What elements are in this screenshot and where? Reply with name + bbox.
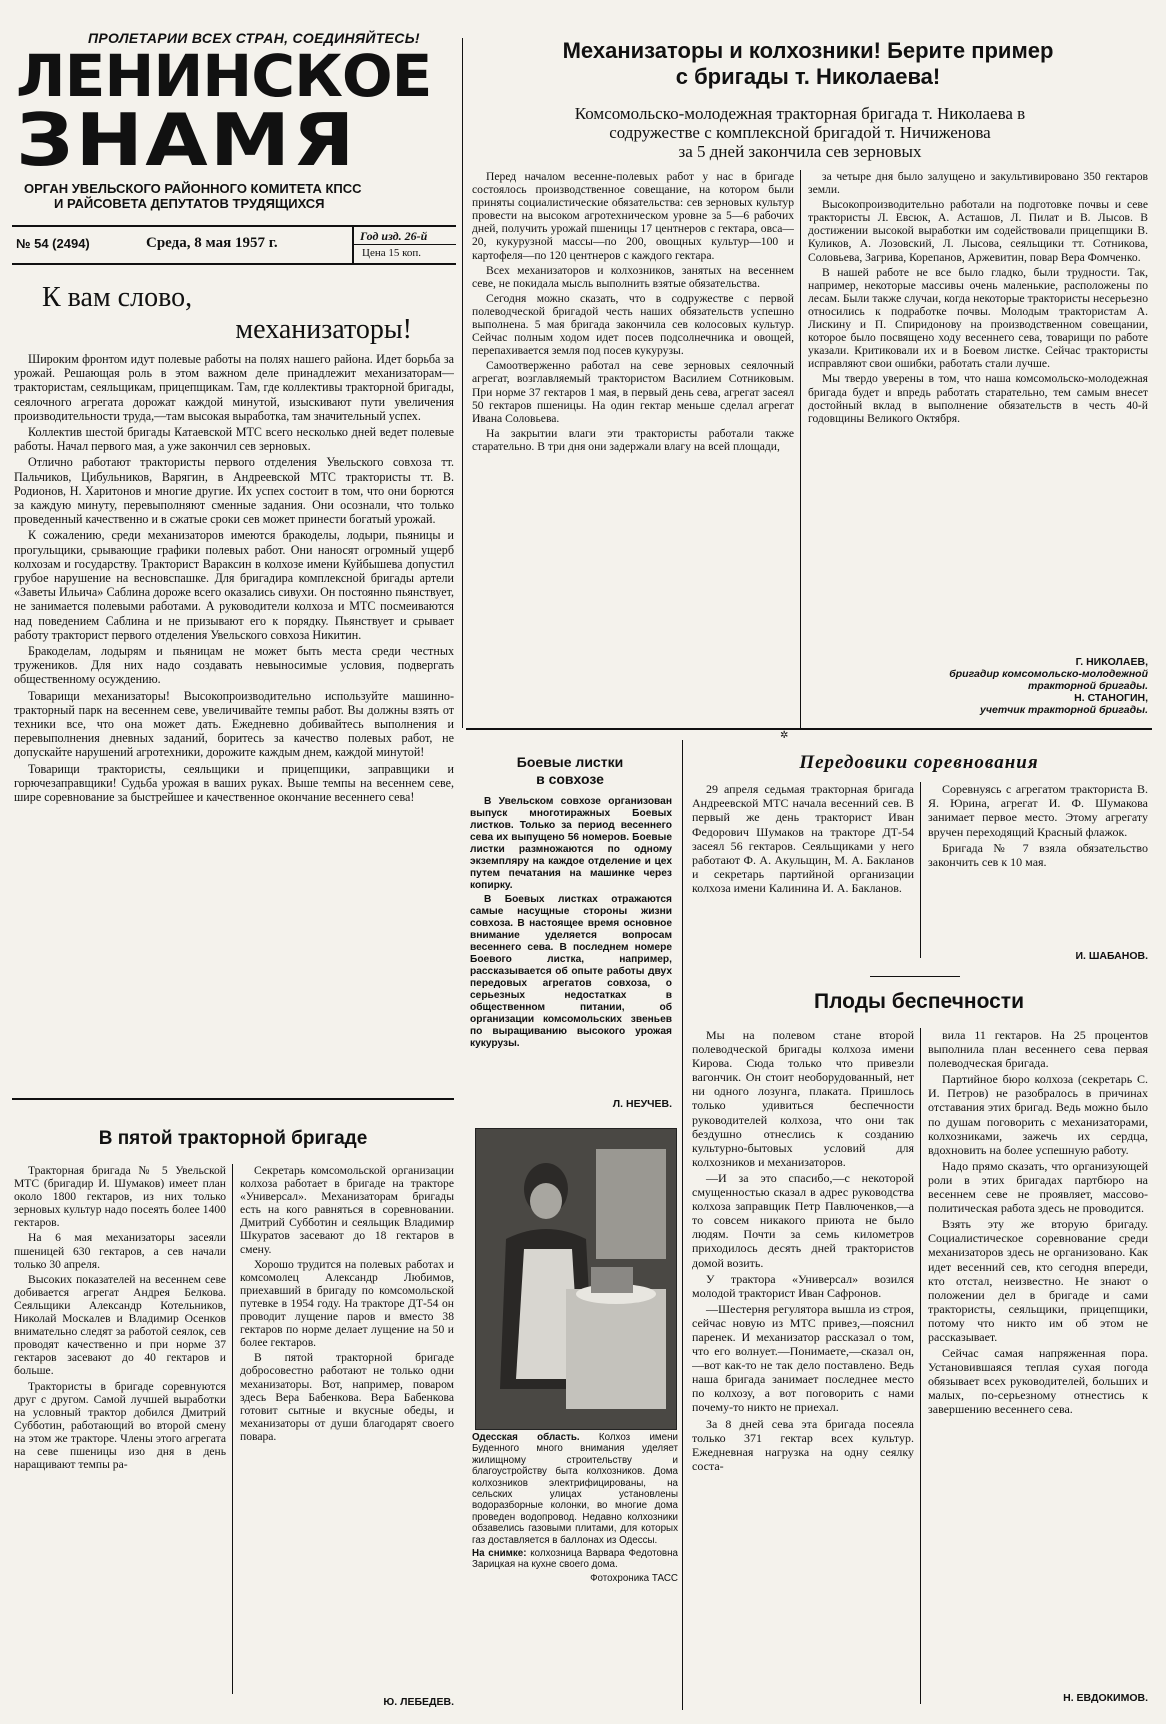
editorial-title-line1: К вам слово, [42,282,193,313]
lead-paragraph: В нашей работе не все было гладко, были трудности. Так, например, некоторые массивы очень маленькие, расположены по лесам. Были также случаи, когда некоторые трактористы несерьезно относились к подработке почвы. Молодым трактористам А. Лискину и П. Спиридонову на производственном совещании, которое было посвящено ходу весеннего сева, товарищи по работе указали. Критиковали их и в Боевом листке. Сейчас трактористы исправляют свои ошибки, работать стали лучше. [808,265,1148,371]
fifth-brigade-col2 [240,1164,454,1704]
kitchen-photo-illustration [476,1129,676,1429]
carelessness-paragraph: За 8 дней сева эта бригада посеяла только 371 гектар всех культур. Ежедневная нагрузка на одну сеялку соста- [692,1416,914,1473]
lead-paragraph: Сегодня можно сказать, что в содружестве с первой полеводческой бригадой честь наших обязательств успешно выполнена. 5 мая бригада закончила сев колосовых культур. Сейчас полным ходом идет посев подсолнечника и овощей, перепахивается земля под посев кукурузы. [472,291,794,358]
battle-leaflets-title-line2: в совхозе [536,771,604,787]
fifth-brigade-paragraph: Тракторная бригада № 5 Увельской МТС (бригадир И. Шумаков) имеет план около 1800 гектаров, из них только зерновых культур надо посеять более 1400 гектаров. [14,1164,226,1230]
editorial-paragraph: Широким фронтом идут полевые работы на полях нашего района. Идет борьба за урожай. Решающая роль в этом важном деле принадлежит механизаторам—трактористам, сеяльщикам, прицепщикам. Там, где коллективы тракторной бригады, сеялочного агрегата дорожат каждой минутой, изыскивают пути увеличения производительности труда,—там высокая выработка, там значительный успех. [14,352,454,423]
leaders-paragraph: Соревнуясь с агрегатом тракториста В. Я. Юрина, агрегат И. Ф. Шумакова занимает первое место. Этому агрегату вручен переходящий Красный флажок. [928,782,1148,839]
organ-line2: И РАЙСОВЕТА ДЕПУТАТОВ ТРУДЯЩИХСЯ [54,196,325,211]
editorial-body [14,352,454,1092]
battle-leaflets-signature: Л. НЕУЧЕВ. [612,1098,672,1110]
carelessness-col1 [692,1028,914,1708]
photo-caption-lead: Одесская область. [472,1432,580,1443]
lead-paragraph: за четыре дня было залущено и закультивировано 350 гектаров земли. [808,170,1148,197]
battle-leaflets-paragraph: В Боевых листках отражаются самые насущные стороны жизни совхоза. В настоящее время основное внимание уделяется вопросам весеннего сева. В последнем номере Боевого листка, например, рассказывается об опыте работы двух передовых агрегатов совхоза, о серьезных недостатках в общественном питании, об организации комсомольских звеньев по выращиванию высокого урожая кукурузы. [470,894,672,1049]
section-divider [12,1098,454,1100]
lead-signature-name: Г. НИКОЛАЕВ, [1075,656,1148,668]
leaders-title: Передовики соревнования [799,752,1039,773]
leaders-paragraph: Бригада № 7 взяла обязательство закончить сев к 10 мая. [928,840,1148,870]
carelessness-paragraph: —Шестерня регулятора вышла из строя, сейчас новую из МТС привез,—пояснил паренек. И механизатор рассказал о том, что его волнует.—Понимаете,—сказал он,—вот как-то не так дело поставлено. Ведь наша бригада занимает последнее место по колхозу, а вот поговорить с нами почему-то никто не приехал. [692,1301,914,1415]
star-ornament: ✲ [780,730,789,741]
lead-paragraph: На закрытии влаги эти трактористы работали также старательно. В три дня они задержали влагу на всей площади, [472,426,794,453]
column-divider [232,1164,233,1694]
carelessness-col2 [928,1028,1148,1690]
issue-bar [12,225,456,265]
editorial-paragraph: Коллектив шестой бригады Катаевской МТС всего несколько дней ведет полевые работы. Начал первого мая, а уже закончил сев зерновых. [14,425,454,454]
carelessness-paragraph: вила 11 гектаров. На 25 процентов выполнила план весеннего сева первая полеводческая бригада. [928,1028,1148,1071]
lead-paragraph: Перед началом весенне-полевых работ у нас в бригаде состоялось производственное совещание, на котором были приняты социалистические обязательства: сев зерновых культур провести на высоком агротехническом уровне за 5—6 рабочих дней, получить урожай пшеницы 17 центнеров с гектара, овса—20, кукурузной массы—по 200, овощных культур—100 и картофеля—по 120 центнеров с каждого гектара. [472,170,794,262]
photo-caption [472,1432,678,1692]
carelessness-paragraph: —И за это спасибо,—с некоторой смущенностью сказал в адрес руководства колхоза заправщик Петр Павлюченков,—а то совсем никакого приюта не было людям. Почти за семь километров приходилось десять дней трактористов домой возить. [692,1170,914,1270]
lead-subhead [490,104,1110,161]
carelessness-title: Плоды беспечности [814,990,1024,1013]
fifth-brigade-paragraph: Секретарь комсомольской организации колхоза работает в бригаде на тракторе «Универсал». Механизаторам бригады есть на кого равняться в соревновании. Дмитрий Субботин и сеяльщик Владимир Шкуратов засевают до 18 гектаров в смену. [240,1164,454,1256]
leaders-paragraph: 29 апреля седьмая тракторная бригада Андреевской МТС начала весенний сев. В первый же день тракторист Иван Федорович Шумаков на тракторе ДТ-54 засеял 56 гектаров. Сеяльщиками у него работают Ф. А. Акульщин, М. А. Бакланов и секретарь партийной организации колхоза имени Калинина И. А. Бакланов. [692,782,914,896]
lead-signature-name: Н. СТАНОГИН, [1074,692,1148,704]
leaders-col2 [928,782,1148,952]
photo-on-label: На снимке: [472,1548,527,1560]
fifth-brigade-col1 [14,1164,226,1704]
lead-headline-line2: с бригады т. Николаева! [675,64,941,89]
section-divider [870,976,960,977]
slogan: ПРОЛЕТАРИИ ВСЕХ СТРАН, СОЕДИНЯЙТЕСЬ! [88,30,420,46]
lead-headline-line1: Механизаторы и колхозники! Берите пример [562,38,1054,63]
editorial-paragraph: Товарищи трактористы, сеяльщики и прицепщики, заправщики и горючезаправщики! Судьба урожая в ваших руках. Выше темпы на весеннем севе, шире соревнование за быстрейшее и качественное окончание весеннего сева! [14,761,454,805]
lead-subhead-line3: за 5 дней закончила сев зерновых [678,142,922,161]
carelessness-paragraph: Взять эту же вторую бригаду. Социалистическое соревнование среди механизаторов здесь не организовано. Как идет весенний сев, кто сегодня впереди, кто отстал, неизвестно. Не знают о положении дел в бригаде и сами трактористы, сеяльщики, прицепщики, потому что никто им об этом не рассказывает. [928,1217,1148,1344]
fifth-brigade-paragraph: На 6 мая механизаторы засеяли пшеницей 630 гектаров, а сев начали только 30 апреля. [14,1231,226,1271]
lead-col2 [808,170,1148,650]
lead-bottom-border [466,728,1152,730]
column-divider [682,740,683,1710]
lead-paragraph: Всех механизаторов и колхозников, занятых на весеннем севе, не покидала мысль выполнить взятые обязательства. [472,263,794,290]
battle-leaflets-title-line1: Боевые листки [516,754,624,770]
column-divider [920,1028,921,1704]
organ-line [24,181,456,211]
lead-signature-role: бригадир комсомольско-молодежной [949,668,1148,680]
editorial-title-line2: механизаторы! [235,314,412,345]
fifth-brigade-paragraph: Хорошо трудится на полевых работах и комсомолец Александр Любимов, приехавший в бригаду по комсомольской путевке в 1954 году. На тракторе ДТ-54 он проводит лущение паров и вместо 38 гектаров по норме делает лущение на 50 и более гектаров. [240,1257,454,1350]
kitchen-photo [475,1128,677,1430]
lead-signature-role: учетчик тракторной бригады. [980,704,1148,716]
editorial-paragraph: Отлично работают трактористы первого отделения Увельского совхоза тт. Пальчиков, Цибульников, Варягин, в Андреевской МТС трактористы тт. В. Родионов, Н. Харитонов и многие другие. Их успех состоит в том, что они борются за каждую минуту, перевыполняют сменные задания. Они осознали, что только проведенный качественно и в сжатые сроки сев может принести богатый урожай. [14,455,454,527]
carelessness-paragraph: Надо прямо сказать, что организующей роли в этих бригадах партбюро на весеннем севе не проявляет, массово-политическая работа здесь не проводится. [928,1158,1148,1216]
fifth-brigade-title: В пятой тракторной бригаде [98,1128,368,1149]
column-divider [920,782,921,958]
leaders-col1 [692,782,914,972]
lead-signatures [860,656,1148,716]
carelessness-paragraph: Мы на полевом стане второй полеводческой бригады колхоза имени Кирова. Сюда только что привезли вагончик. Он стоит необорудованный, нет ни одного лозунга, плаката. Пришлось только удивиться беспечности руководителей колхоза, что они так бездушно отнеслись к созданию культурно-бытовых условий для колхозников и механизаторов. [692,1028,914,1169]
photo-credit: Фотохроника ТАСС [590,1572,678,1584]
battle-leaflets-body [470,796,672,1118]
lead-subhead-line1: Комсомольско-молодежная тракторная бригада т. Николаева в [574,104,1026,123]
publication-year: Год изд. 26-й [354,227,456,245]
fifth-brigade-paragraph: Высоких показателей на весеннем севе добивается агрегат Андрея Белкова. Сеяльщики Александр Котельников, Николай Москалев и Владимир Осенков внимательно следят за работой сеялок, сев проводят качественно и при норме 37 гектаров засевают до 40 гектаров и больше. [14,1272,226,1378]
newspaper-title-line2: ЗНАМЯ [16,98,357,182]
column-divider [800,170,801,730]
battle-leaflets-title [468,754,672,788]
editorial-paragraph: К сожалению, среди механизаторов имеются бракоделы, лодыри, пьяницы и прогульщики, срывающие графики полевых работ. Они наносят огромный ущерб колхозам и государству. Тракторист Вараксин в колхозе имени Куйбышева допустил грубое нарушение на весновспашке. Для бригадира комплексной бригады артели «Заветы Ильича» Саблина дороже всего оказались сивухи. Он постоянно пьянствует, не занимается полевыми работами. А руководители колхоза и МТС посмеиваются над поведением Саблина и не призывают его к порядку. Пьянствует и срывает работу тракторист первого отделения Увельского совхоза Никитин. [14,528,454,642]
lead-paragraph: Высокопроизводительно работали на подготовке почвы и севе трактористы Л. Евсюк, А. Асташов, Л. Пилат и В. Лысов. В достижении высокой выработки им содействовали прицепщики В. Куликов, А. Лозовский, Л. Лысова, сеяльщики тт. Сотникова, Соловьева, Загрива, Корепанов, Аржевитин, повар Вера Фомченко. [808,198,1148,264]
lead-signature-role: тракторной бригады. [1027,680,1148,692]
fifth-brigade-signature: Ю. ЛЕБЕДЕВ. [383,1696,454,1708]
organ-line1: ОРГАН УВЕЛЬСКОГО РАЙОННОГО КОМИТЕТА КПСС [24,181,362,196]
column-divider [462,38,463,728]
editorial-paragraph: Товарищи механизаторы! Высокопроизводительно используйте машинно-тракторный парк на весеннем севе, увеличивайте темпы работ. Вы должны взять от техники все, что она может дать. Ежедневно добивайтесь выполнения и перевыполнения дневных заданий, боритесь за качество полевых работ, не допускайте нарушений агротехники, дорожите каждым днем, каждой минутой! [14,688,454,760]
issue-number: № 54 (2494) [16,236,90,251]
issue-date: Среда, 8 мая 1957 г. [146,235,278,251]
lead-headline [468,38,1148,90]
lead-paragraph: Самоотверженно работал на севе зерновых сеялочный агрегат, возглавляемый трактористом Василием Сотниковым. При норме 37 гектаров 1 мая, в первый день сева, агрегат засеял 50 гектаров пшеницы. На один гектар меньше сделал агрегат Ивана Соловьева. [472,359,794,425]
carelessness-paragraph: У трактора «Универсал» возился молодой тракторист Иван Сафронов. [692,1271,914,1300]
year-price-box [352,227,456,263]
fifth-brigade-paragraph: В пятой тракторной бригаде добросовестно работают не только одни механизаторы. Вот, например, поваром здесь Вера Бабенкова. Вера Бабенкова готовит сытные и вкусные обеды, и механизаторы от души благодарят своего повара. [240,1351,454,1443]
carelessness-paragraph: Партийное бюро колхоза (секретарь С. И. Петров) не разобралось в причинах отставания этих бригад. Ведь можно было по душам поговорить с механизаторами, колхозниками, зажечь их сердца, вдохновить на более успешную работу. [928,1072,1148,1157]
leaders-signature: И. ШАБАНОВ. [1075,950,1148,962]
lead-col1 [472,170,794,730]
carelessness-paragraph: Сейчас самая напряженная пора. Установившаяся теплая сухая погода обязывает всех руководителей, больших и малых, по-серьезному отнестись к завершению весеннего сева. [928,1346,1148,1417]
editorial-paragraph: Бракоделам, лодырям и пьяницам не может быть места среди честных тружеников. Для них надо создавать невыносимые условия, подвергать общественному осуждению. [14,644,454,687]
lead-paragraph: Мы твердо уверены в том, что наша комсомольско-молодежная бригада будет и впредь работать старательно, тем самым внесет достойный вклад в выполнение обязательств в честь 40-й годовщины Великого Октября. [808,372,1148,425]
lead-subhead-line2: содружестве с комплексной бригадой т. Ничиженова [609,123,991,142]
price: Цена 15 коп. [362,247,422,259]
editorial-title [12,282,452,346]
carelessness-signature: Н. ЕВДОКИМОВ. [1063,1692,1148,1704]
newspaper-title-line1: ЛЕНИНСКОЕ [16,42,432,110]
battle-leaflets-paragraph: В Увельском совхозе организован выпуск многотиражных Боевых листков. Только за период весеннего сева их выпущено 56 номеров. Боевые листки размножаются по одному экземпляру на каждое отделение и цех путем печатания на машинке через копирку. [470,796,672,891]
photo-on-text: колхозница Варвара Федотовна Зарицкая на кухне своего дома. [472,1548,678,1571]
fifth-brigade-paragraph: Трактористы в бригаде соревнуются друг с другом. Самой лучшей выработки на условный трактор добился Дмитрий Субботин, работающий во второй смену на этом же тракторе. Члены этого агрегата на севе пшеницы изо дня в день наращивают темпы ра- [14,1379,226,1472]
photo-caption-body: Колхоз имени Буденного много внимания уделяет жилищному строительству и благоустройству быта колхозников. Дома колхозников электрифицированы, на сельских улицах установлены водоразборные колонки, во многие дома проведен водопровод. Недавно колхозники обзавелись газовыми плитами, для которых газ доставляется в баллонах из Одессы. [472,1432,678,1546]
